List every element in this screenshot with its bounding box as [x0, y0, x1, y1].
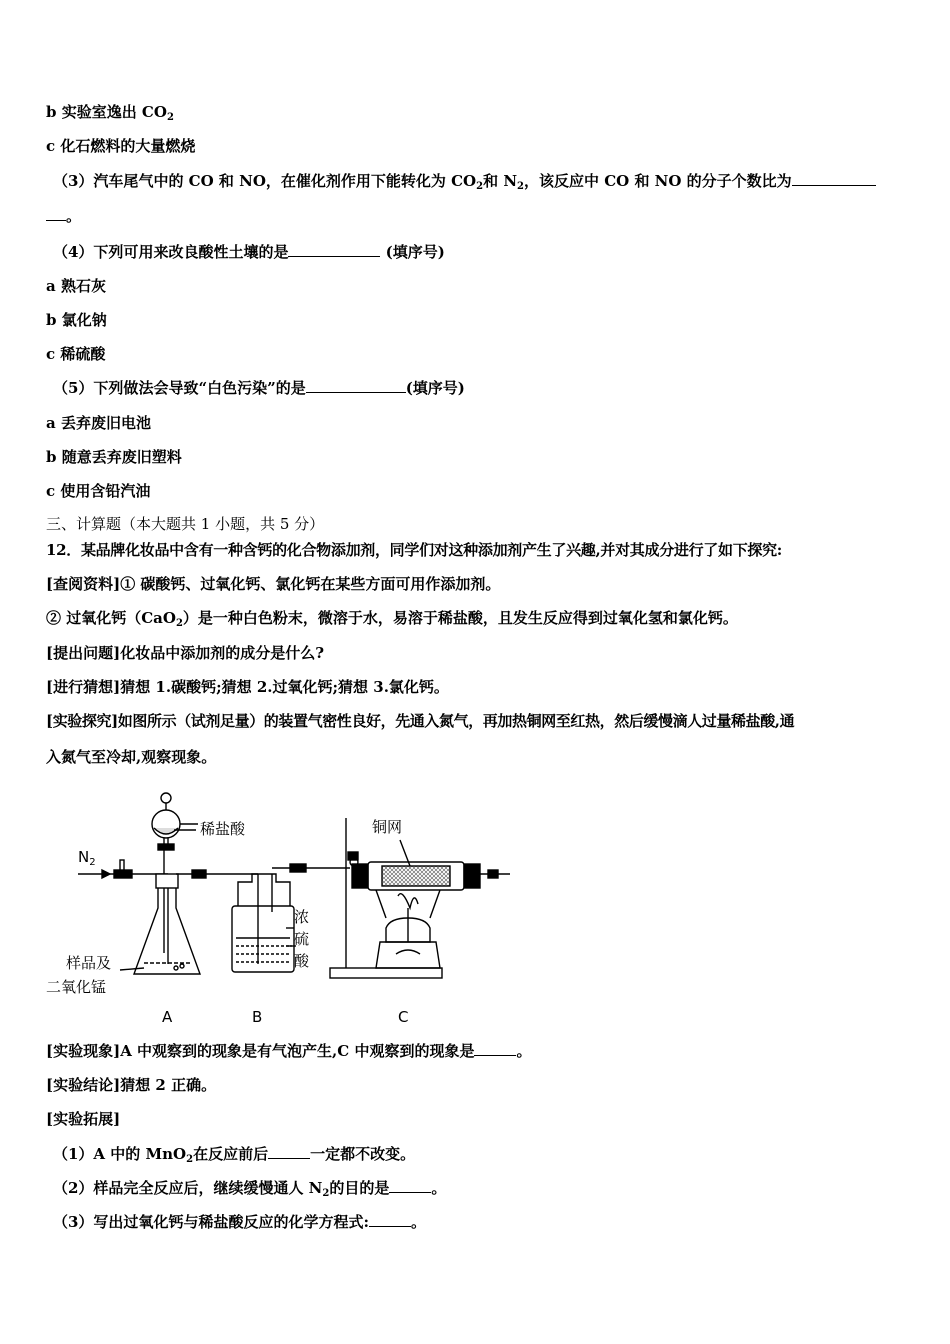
apparatus-diagram — [40, 778, 520, 1033]
acid-label-3: 酸 — [294, 952, 310, 970]
extension-question-1: （1）A 中的 MnO$_2$在反应前后 一定都不改变。 — [53, 1145, 416, 1165]
tube-left-stopper — [352, 864, 368, 888]
answer-blank[interactable] — [369, 1212, 411, 1227]
n2-label: $N_2$ — [78, 848, 96, 868]
extension-question-3: （3）写出过氧化钙与稀盐酸反应的化学方程式: 。 — [53, 1213, 426, 1231]
option-b-co2: b 实验室逸出 $CO_2$ — [46, 103, 174, 123]
acid-label-1: 浓 — [294, 908, 310, 926]
label-b: B — [252, 1008, 263, 1026]
hcl-label: 稀盐酸 — [200, 820, 246, 838]
answer-blank[interactable] — [474, 1041, 516, 1056]
question-posed: [提出问题]化妆品中添加剂的成分是什么? — [46, 644, 324, 662]
answer-blank[interactable] — [268, 1144, 310, 1159]
sample-label-2: 二氧化锰 — [46, 978, 107, 996]
extension-question-2: （2）样品完全反应后，继续缓慢通人 $N_2$的目的是 。 — [53, 1179, 447, 1199]
reference-cao2: ② 过氧化钙（CaO$_2$）是一种白色粉末，微溶于水，易溶于稀盐酸，且发生反应得到过氧化氢和氯化钙。 — [46, 609, 738, 629]
answer-blank[interactable] — [389, 1178, 431, 1193]
experiment-observation: [实验现象]A 中观察到的现象是有气泡产生,C 中观察到的现象是 。 — [46, 1042, 532, 1060]
experiment-conclusion: [实验结论]猜想 2 正确。 — [46, 1076, 217, 1094]
option-c-fossil-fuel: c 化石燃料的大量燃烧 — [46, 137, 196, 155]
bottle-b-top — [238, 874, 290, 906]
experiment-procedure: [实验探究]如图所示（试剂足量）的装置气密性良好，先通入氮气，再加热铜网至红热，然后缓慢滴人过量稀盐酸,通 — [46, 712, 795, 730]
option-c-dilute-sulfuric-acid: c 稀硫酸 — [46, 345, 106, 363]
question-12-intro: 12．某品牌化妆品中含有一种含钙的化合物添加剂，同学们对这种添加剂产生了兴趣,并对其成分进行了如下探究: — [46, 541, 783, 559]
label-c: C — [398, 1008, 409, 1026]
answer-blank[interactable] — [46, 206, 66, 221]
answer-blank[interactable] — [306, 378, 406, 393]
flask-a-stopper — [156, 874, 178, 888]
n2-arrowhead — [102, 870, 110, 878]
tube-right-stopper — [464, 864, 480, 888]
answer-blank[interactable] — [288, 242, 380, 257]
question-4: （4）下列可用来改良酸性土壤的是 (填序号) — [53, 243, 445, 261]
option-b-plastics: b 随意丢弃废旧塑料 — [46, 448, 182, 466]
reference-materials: [查阅资料]① 碳酸钙、过氧化钙、氯化钙在某些方面可用作添加剂。 — [46, 575, 501, 593]
acid-label-2: 硫 — [294, 930, 310, 948]
copper-mesh-label: 铜网 — [372, 818, 403, 836]
option-b-sodium-chloride: b 氯化钠 — [46, 311, 107, 329]
option-a-slaked-lime: a 熟石灰 — [46, 277, 106, 295]
hypotheses: [进行猜想]猜想 1.碳酸钙;猜想 2.过氧化钙;猜想 3.氯化钙。 — [46, 678, 449, 696]
flask-a — [134, 888, 200, 974]
section-heading: 三、计算题（本大题共 1 小题，共 5 分） — [46, 515, 325, 533]
inlet-clip — [120, 860, 124, 870]
question-3: （3）汽车尾气中的 CO 和 NO，在催化剂作用下能转化为 $CO_2$和 $N_2$，该反应中 CO 和 NO 的分子个数比为 — [53, 171, 876, 191]
stand-base — [330, 968, 442, 978]
copper-mesh — [382, 866, 450, 886]
inlet-stopper — [114, 870, 132, 878]
option-a-batteries: a 丢弃废旧电池 — [46, 414, 151, 432]
experiment-extension: [实验拓展] — [46, 1110, 121, 1128]
sample-label-1: 样品及 — [66, 954, 112, 972]
answer-blank[interactable] — [792, 171, 876, 186]
option-c-leaded-gasoline: c 使用含铅汽油 — [46, 482, 151, 500]
experiment-procedure-continued: 入氮气至冷却,观察现象。 — [46, 748, 217, 766]
question-5: （5）下列做法会导致“白色污染”的是 (填序号) — [53, 379, 465, 397]
label-a: A — [162, 1008, 173, 1026]
question-3-continuation: 。 — [46, 206, 81, 226]
